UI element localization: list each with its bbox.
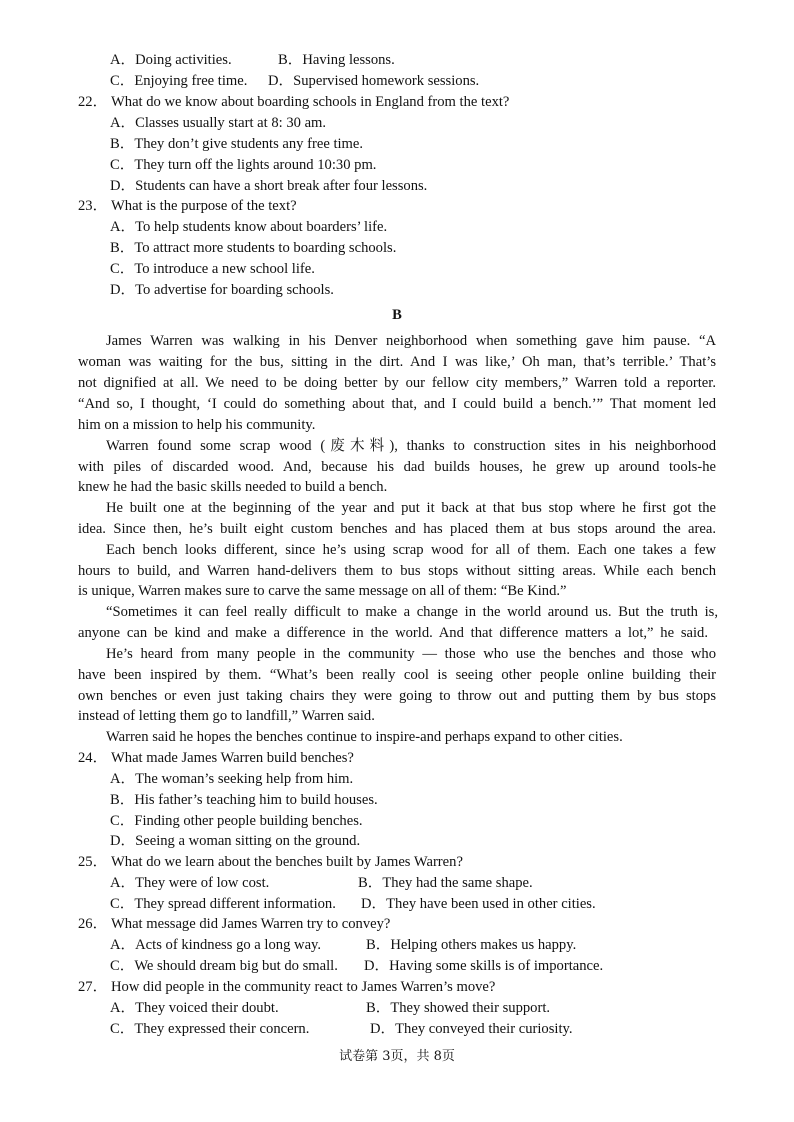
option-d: D．Having some skills is of importance.: [364, 958, 604, 974]
passage-line: James Warren was walking in his Denver neighborhood when something gave him pause. “A: [106, 333, 716, 349]
option-c: C．Enjoying free time.: [110, 73, 248, 89]
option-d: D．Seeing a woman sitting on the ground.: [110, 833, 361, 849]
passage-line: Warren found some scrap wood (废木料), thanks to construction sites in his neighborhood: [106, 438, 716, 454]
option-b: B．They don’t give students any free time.: [110, 136, 364, 152]
option-c: C．To introduce a new school life.: [110, 261, 315, 277]
passage-line: anyone can be kind and make a difference in the world. And that difference matters a lot,” he said.: [78, 625, 708, 641]
passage-line: have been inspired by them. “What’s been really cool is seeing other people online building their: [78, 667, 716, 683]
passage-line: hours to build, and Warren hand-delivers them to bus stops without sitting areas. While each bench: [78, 563, 716, 579]
passage-line: with piles of discarded wood. And, because his dad builds houses, he grew up around tools-he: [78, 459, 716, 475]
question-25: [78, 852, 463, 872]
option-c: C．They spread different information.: [110, 896, 336, 912]
passage-line: He built one at the beginning of the year and put it back at that bus stop where he first got the: [106, 500, 716, 516]
option-d: D．Students can have a short break after four lessons.: [110, 178, 428, 194]
passage-line: Each bench looks different, since he’s using scrap wood for all of them. Each one takes a few: [106, 542, 716, 558]
passage-line: own benches or even just taking chairs they were going to throw out and putting them by bus stops: [78, 688, 716, 704]
question-stem: What do we learn about the benches built by James Warren?: [111, 854, 463, 870]
passage-line: “And so, I thought, ‘I could do something about that, and I could build a bench.’” That moment led: [78, 396, 716, 412]
question-stem: What message did James Warren try to convey?: [111, 916, 391, 932]
passage-line: Warren said he hopes the benches continue to inspire-and perhaps expand to other cities.: [106, 729, 623, 745]
question-number: 23．: [78, 198, 108, 214]
question-number: 26．: [78, 916, 108, 932]
question-stem: What made James Warren build benches?: [111, 750, 354, 766]
question-24: [78, 748, 354, 768]
question-23: [78, 196, 297, 216]
question-number: 24．: [78, 750, 108, 766]
option-a: A．Doing activities.: [110, 52, 232, 68]
passage-line: him on a mission to help his community.: [78, 417, 316, 433]
passage-line: is unique, Warren makes sure to carve the same message on all of them: “Be Kind.”: [78, 583, 567, 599]
question-number: 25．: [78, 854, 108, 870]
question-stem: What is the purpose of the text?: [111, 198, 297, 214]
option-a: A．Acts of kindness go a long way.: [110, 937, 322, 953]
passage-line: “Sometimes it can feel really difficult to make a change in the world around us. But the truth is,: [106, 604, 718, 620]
option-d: D．To advertise for boarding schools.: [110, 282, 334, 298]
option-a: A．Classes usually start at 8: 30 am.: [110, 115, 327, 131]
question-27: [78, 977, 495, 997]
passage-line: knew he had the basic skills needed to build a bench.: [78, 479, 388, 495]
section-heading: B: [392, 307, 402, 323]
option-b: B．To attract more students to boarding schools.: [110, 240, 397, 256]
option-d: D．Supervised homework sessions.: [268, 73, 480, 89]
option-a: A．They voiced their doubt.: [110, 1000, 279, 1016]
option-a: A．To help students know about boarders’ life.: [110, 219, 388, 235]
option-b: B．His father’s teaching him to build houses.: [110, 792, 378, 808]
question-number: 22．: [78, 94, 108, 110]
option-b: B．They showed their support.: [366, 1000, 551, 1016]
passage-line: He’s heard from many people in the community — those who use the benches and those who: [106, 646, 716, 662]
question-number: 27．: [78, 979, 108, 995]
passage-line: woman was waiting for the bus, sitting in the dirt. And I was like,’ Oh man, that’s terrible.’ That’s: [78, 354, 716, 370]
passage-line: not dignified at all. We need to be doing better by our fellow city members,” Warren told a reporter.: [78, 375, 716, 391]
option-c: C．They turn off the lights around 10:30 pm.: [110, 157, 377, 173]
option-c: C．We should dream big but do small.: [110, 958, 338, 974]
option-b: B．Having lessons.: [278, 52, 395, 68]
question-stem: What do we know about boarding schools in England from the text?: [111, 94, 510, 110]
option-a: A．The woman’s seeking help from him.: [110, 771, 354, 787]
option-c: C．Finding other people building benches.: [110, 813, 363, 829]
option-d: D．They conveyed their curiosity.: [370, 1021, 573, 1037]
option-c: C．They expressed their concern.: [110, 1021, 310, 1037]
question-22: [78, 92, 509, 112]
passage-line: idea. Since then, he’s built eight custom benches and has placed them at bus stops around the area.: [78, 521, 716, 537]
question-stem: How did people in the community react to James Warren’s move?: [111, 979, 496, 995]
question-26: [78, 914, 390, 934]
page-footer: 试卷第 3页，共 8页: [339, 1049, 455, 1064]
option-a: A．They were of low cost.: [110, 875, 270, 891]
option-b: B．They had the same shape.: [358, 875, 533, 891]
option-b: B．Helping others makes us happy.: [366, 937, 577, 953]
option-d: D．They have been used in other cities.: [361, 896, 596, 912]
passage-line: instead of letting them go to landfill,” Warren said.: [78, 708, 375, 724]
